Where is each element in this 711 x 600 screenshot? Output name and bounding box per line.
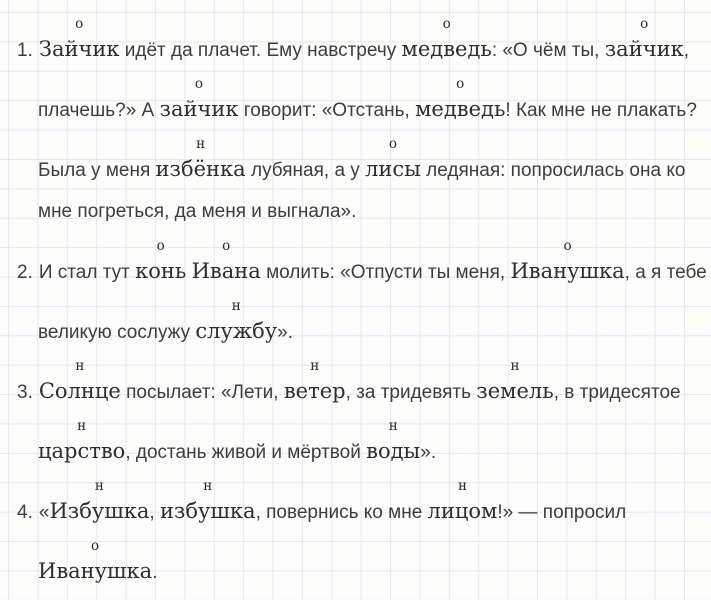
animacy-label: о: [91, 538, 100, 554]
marked-word-text: избушка: [159, 499, 256, 523]
marked-word-text: Избушка: [49, 499, 150, 523]
text-line: [17, 230, 711, 290]
text-segment: ! Как мне не плакать?: [505, 100, 697, 121]
animacy-label: н: [94, 478, 104, 494]
marked-word[interactable]: [38, 538, 153, 583]
animacy-label: н: [75, 358, 85, 374]
marked-word[interactable]: [283, 358, 346, 403]
animacy-label: н: [196, 136, 206, 152]
text-segment: ледяная: попросилась она ко: [420, 160, 686, 181]
animacy-label: н: [231, 298, 241, 314]
marked-word-text: Зайчик: [38, 37, 120, 61]
marked-word[interactable]: [155, 136, 246, 181]
line-number: 1.: [17, 40, 33, 61]
animacy-label: о: [442, 16, 451, 32]
text-segment: говорит: «Отстань,: [238, 100, 416, 121]
text-line: [17, 8, 711, 68]
animacy-label: о: [456, 76, 465, 92]
marked-word-text: медведь: [415, 97, 506, 121]
text-segment: молить: «Отпусти ты меня,: [260, 262, 511, 283]
animacy-label: о: [222, 238, 231, 254]
marked-word[interactable]: [510, 238, 625, 283]
text-segment: : «О чём ты,: [491, 40, 605, 61]
marked-word[interactable]: [401, 16, 492, 61]
marked-word-text: службу: [195, 319, 278, 343]
text-segment: Была у меня: [38, 160, 156, 181]
marked-word[interactable]: [38, 16, 120, 61]
text-line: [38, 530, 711, 590]
text-segment: посылает: «Лети,: [120, 382, 284, 403]
marked-word[interactable]: [366, 418, 421, 463]
marked-word[interactable]: [427, 478, 498, 523]
marked-word-text: ветер: [283, 379, 346, 403]
text-segment: , повернись ко мне: [255, 502, 428, 523]
marked-word[interactable]: [159, 76, 239, 121]
line-number: 4.: [17, 502, 33, 523]
text-line: [17, 350, 711, 410]
marked-word[interactable]: [135, 238, 187, 283]
marked-word-text: Солнце: [38, 379, 121, 403]
text-segment: идёт да плачет. Ему навстречу: [119, 40, 402, 61]
marked-word-text: зайчик: [159, 97, 239, 121]
animacy-label: о: [194, 76, 204, 92]
marked-word[interactable]: [365, 136, 421, 181]
text-segment: , а я тебе: [624, 262, 707, 283]
animacy-label: о: [388, 136, 398, 152]
text-segment: ,: [149, 502, 160, 523]
text-segment: «: [38, 502, 50, 523]
marked-word-text: зайчик: [604, 37, 684, 61]
marked-word-text: Иванушка: [38, 559, 153, 583]
marked-word[interactable]: [38, 358, 121, 403]
animacy-label: н: [203, 478, 213, 494]
marked-word-text: земель: [476, 379, 554, 403]
animacy-label: о: [640, 16, 649, 32]
text-line: [38, 128, 711, 188]
marked-word-text: избёнка: [155, 157, 246, 181]
animacy-label: о: [563, 238, 572, 254]
text-segment: , в тридесятое: [553, 382, 681, 403]
marked-word-text: лисы: [365, 157, 421, 181]
text-segment: ,: [683, 40, 689, 61]
marked-word-text: воды: [366, 439, 421, 463]
marked-word-text: медведь: [401, 37, 492, 61]
animacy-label: о: [156, 238, 165, 254]
marked-word[interactable]: [159, 478, 256, 523]
animacy-label: н: [77, 418, 87, 434]
line-number: 2.: [17, 262, 33, 283]
text-segment: мне погреться, да меня и выгнала».: [38, 201, 357, 222]
text-line: [38, 188, 711, 230]
text-line: [17, 470, 711, 530]
animacy-label: н: [388, 418, 398, 434]
text-segment: ».: [420, 442, 437, 463]
animacy-label: о: [75, 16, 84, 32]
marked-word[interactable]: [38, 418, 126, 463]
marked-word-text: конь: [135, 259, 187, 283]
text-segment: .: [152, 562, 158, 583]
text-segment: !» — попросил: [497, 502, 627, 523]
text-segment: лубяная, а у: [245, 160, 366, 181]
marked-word[interactable]: [195, 298, 278, 343]
marked-word[interactable]: [49, 478, 150, 523]
line-number: 3.: [17, 382, 33, 403]
text-segment: И стал тут: [38, 262, 136, 283]
text-segment: плачешь?» А: [38, 100, 160, 121]
text-segment: , достань живой и мёртвой: [125, 442, 367, 463]
marked-word-text: Ивана: [191, 259, 261, 283]
marked-word[interactable]: [604, 16, 684, 61]
text-line: [38, 68, 711, 128]
text-line: [38, 290, 711, 350]
animacy-label: н: [457, 478, 467, 494]
marked-word-text: Иванушка: [510, 259, 625, 283]
marked-word[interactable]: [415, 76, 506, 121]
marked-word-text: лицом: [427, 499, 498, 523]
text-segment: великую сослужу: [38, 322, 196, 343]
marked-word[interactable]: [476, 358, 554, 403]
animacy-label: н: [310, 358, 320, 374]
marked-word-text: царство: [38, 439, 126, 463]
text-line: [38, 410, 711, 470]
marked-word[interactable]: [191, 238, 261, 283]
text-segment: ».: [277, 322, 293, 343]
animacy-label: н: [510, 358, 520, 374]
text-segment: , за тридевять: [345, 382, 477, 403]
